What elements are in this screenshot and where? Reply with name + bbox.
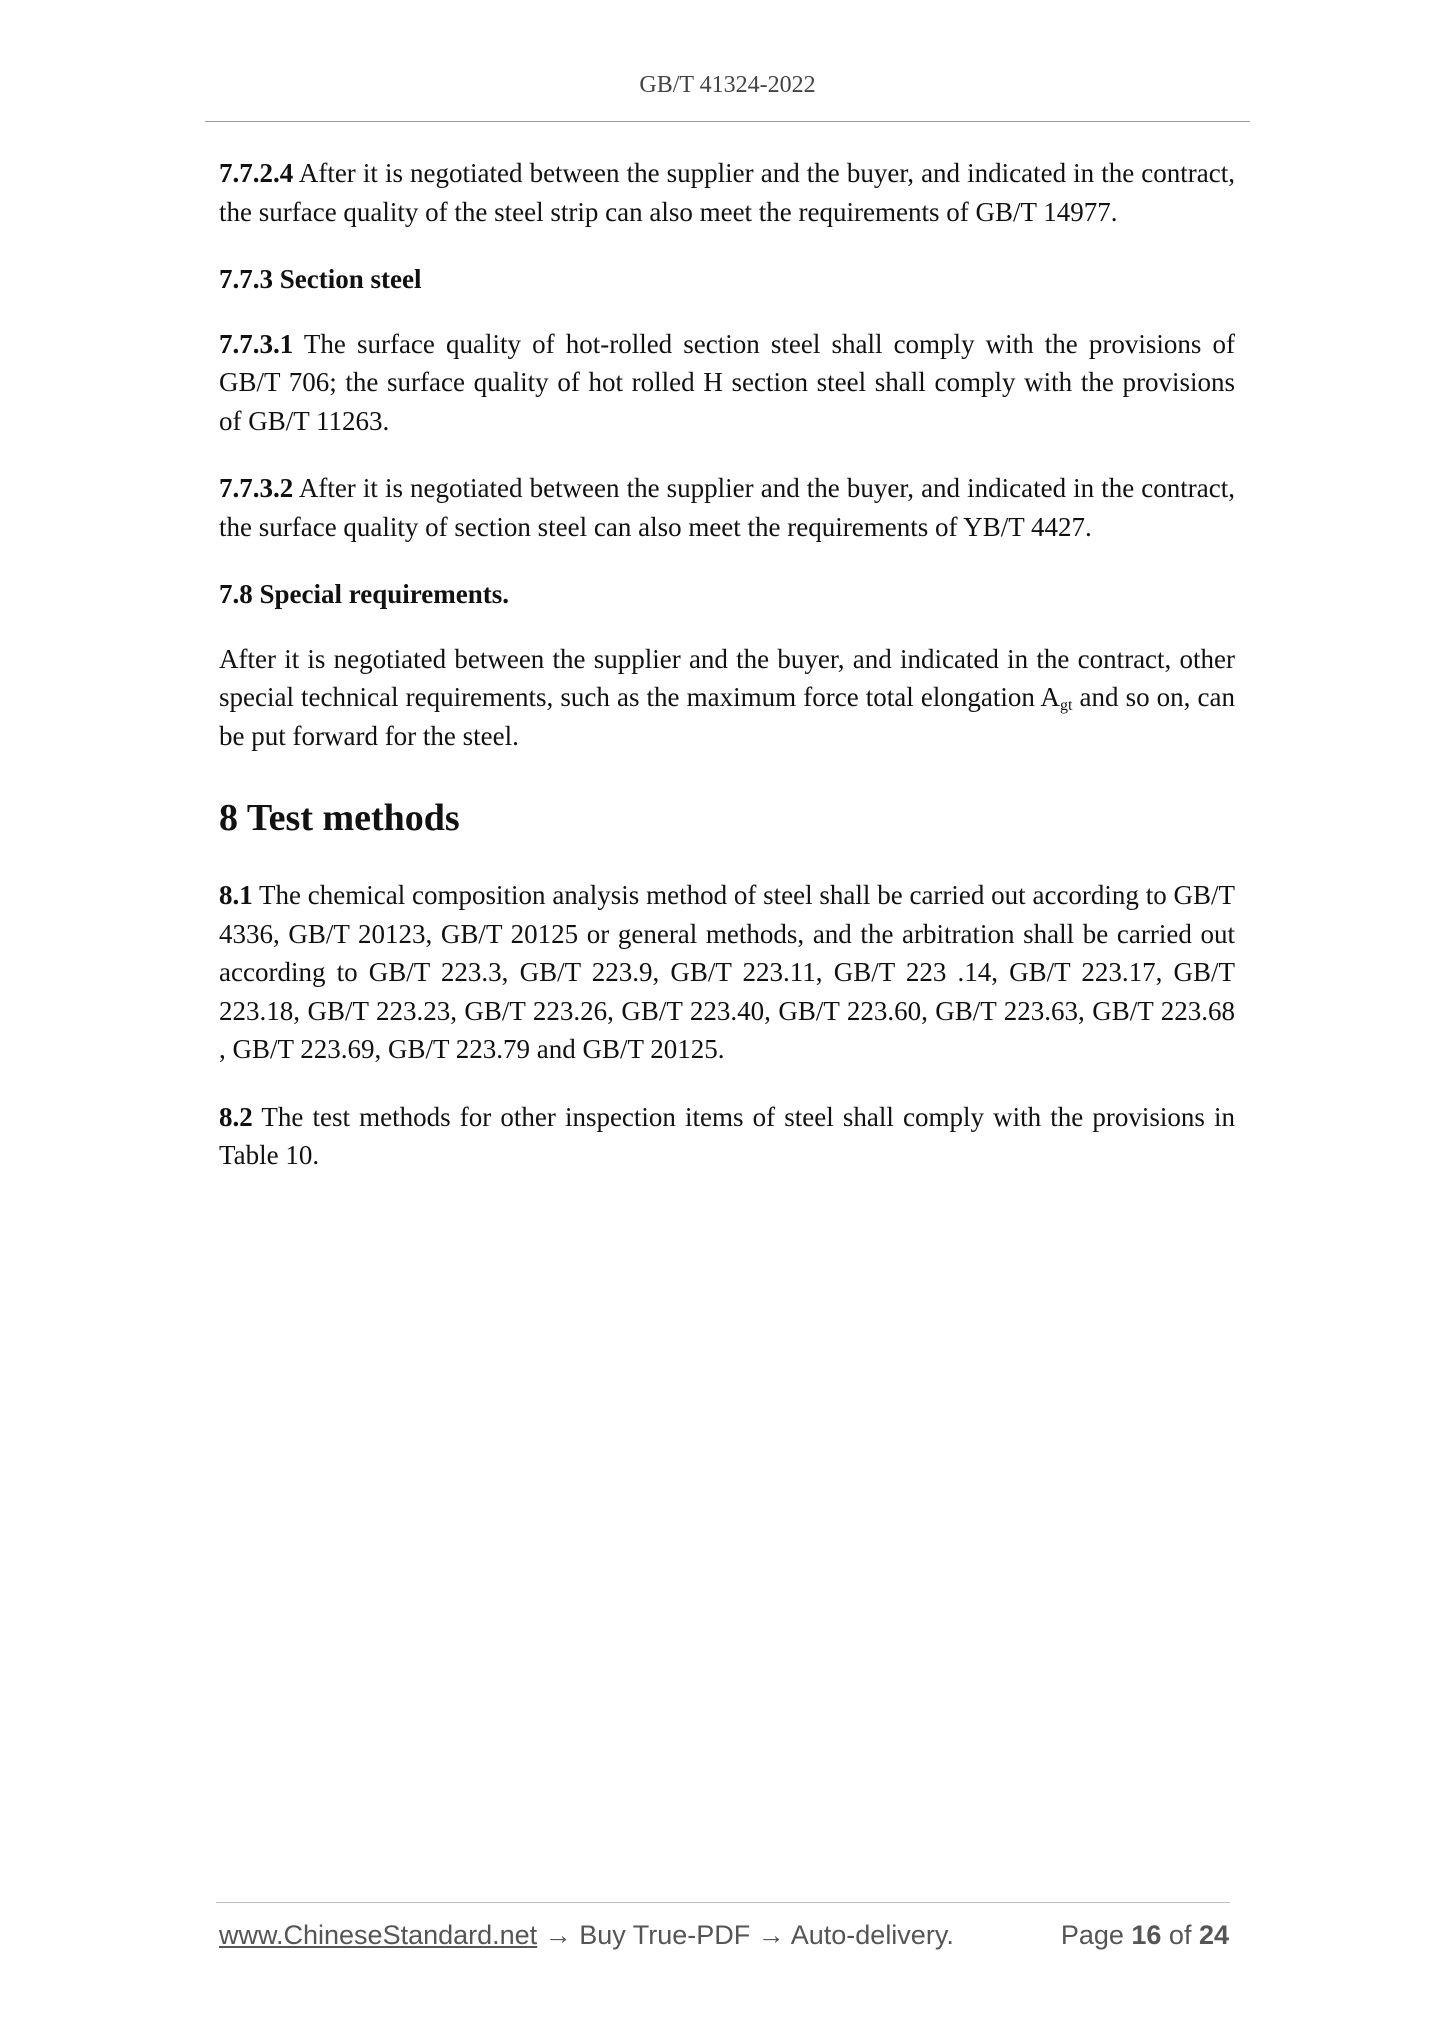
clause-7-7-3-2 [219,469,1235,546]
clause-text: After it is negotiated between the supplier and the buyer, and indicated in the contract, the surface quality of section steel can also meet the requirements of YB/T 4427. [219,473,1235,542]
clause-text: The surface quality of hot-rolled section steel shall comply with the provisions of GB/T 706; the surface quality of hot rolled H section steel shall comply with the provisions of GB/T 11263. [219,328,1235,436]
clause-8-1 [219,876,1235,1069]
clause-text: After it is negotiated between the supplier and the buyer, and indicated in the contract, the surface quality of the steel strip can also meet the requirements of GB/T 14977. [219,158,1235,227]
clause-number: 7.7.3.2 [219,473,294,503]
clause-text: The chemical composition analysis method of steel shall be carried out according to GB/T 4336, GB/T 20123, GB/T 20125 or general methods, and the arbitration shall be carried out according to GB/T 223.3, GB/T 223.9, GB/T 223.11, GB/T 223 .14, GB/T 223.17, GB/T 223.18, GB/T 223.23, GB/T 223.26, GB/T 223.40, GB/T 223.60, GB/T 223.63, GB/T 223.68 , GB/T 223.69, GB/T 223.79 and GB/T 20125. [219,880,1235,1064]
section-heading-7-8: 7.8 Special requirements. [219,579,509,609]
page-total: 24 [1198,1920,1229,1950]
clause-number: 8.2 [219,1101,253,1132]
chapter-heading-8: 8 Test methods [219,797,460,839]
subscript-gt: gt [1059,697,1073,714]
header-divider [205,121,1250,122]
clause-text: The test methods for other inspection items of steel shall comply with the provisions in Table 10. [219,1101,1235,1170]
clause-number: 7.7.3.1 [219,328,294,359]
clause-number: 7.7.2.4 [219,158,294,188]
footer-tagline: → Buy True-PDF → Auto-delivery. [537,1920,954,1950]
page-header: GB/T 41324-2022 [639,72,816,98]
section-heading-7-7-3: 7.7.3 Section steel [219,264,422,294]
document-body [219,154,1235,1204]
clause-number: 8.1 [219,880,253,910]
footer-divider [216,1902,1230,1903]
site-link[interactable]: www.ChineseStandard.net [219,1920,538,1950]
clause-7-7-2-4 [219,154,1235,231]
clause-8-2 [219,1098,1235,1175]
clause-7-8-text: After it is negotiated between the supplier and the buyer, and indicated in the contract, other special technical requirements, such as the maximum force total elongation $A_{gt}$ and so on, can be put forward for the steel. [219,643,1235,751]
page-counter: Page 16 of 24 [1060,1920,1229,1950]
clause-7-7-3-1 [219,325,1235,441]
page-number: 16 [1131,1920,1162,1950]
